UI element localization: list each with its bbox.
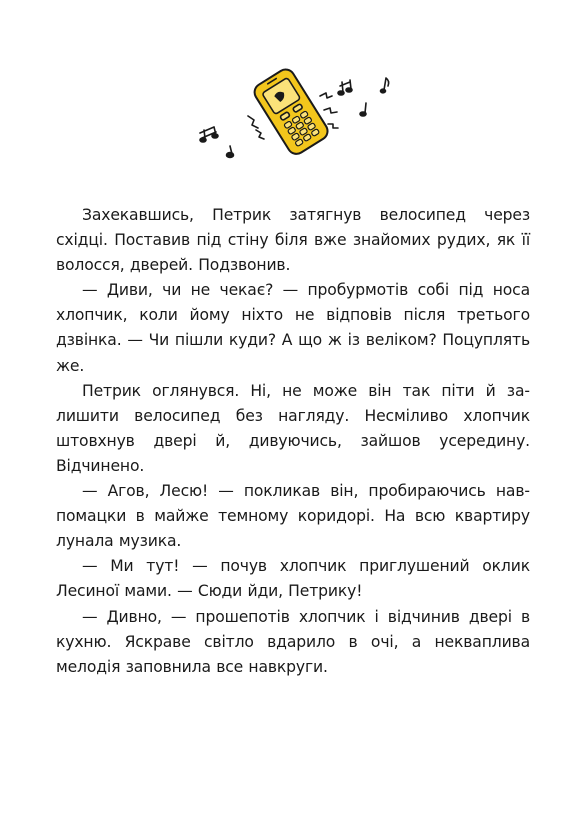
paragraph: — Ми тут! — почув хлопчик приглушений оклик Лесиної мами. — Сюди йди, Петрику! — [56, 557, 530, 601]
paragraph: — Агов, Лесю! — покликав він, пробираючись навпомацки в майже темному коридорі. На всю квартиру лунала музика. — [56, 482, 530, 551]
paragraph: — Диви, чи не чекає? — пробурмотів собі під носа хлопчик, коли йому ніхто не відповів після третього дзвінка. — Чи пішли куди? А що ж із веліком? Поцуплять же. — [56, 281, 530, 375]
phone-icon — [190, 58, 410, 173]
story-text — [56, 203, 530, 680]
paragraph: — Дивно, — прошепотів хлопчик і відчинив двері в кухню. Яскраве світло вдарило в очі, а некваплива мелодія заповнила все навкруги. — [56, 607, 530, 676]
ringing-phone-illustration — [190, 58, 410, 173]
paragraph: Захекавшись, Петрик затягнув велосипед через східці. Поставив під стіну біля вже знайомих рудих, як її волосся, дверей. Подзвонив. — [56, 206, 530, 275]
paragraph: Петрик оглянувся. Ні, не може він так піти й залишити велосипед без нагляду. Несміливо хлопчик штовхнув двері й, дивуючись, зайшов усередину. Відчинено. — [56, 381, 530, 475]
